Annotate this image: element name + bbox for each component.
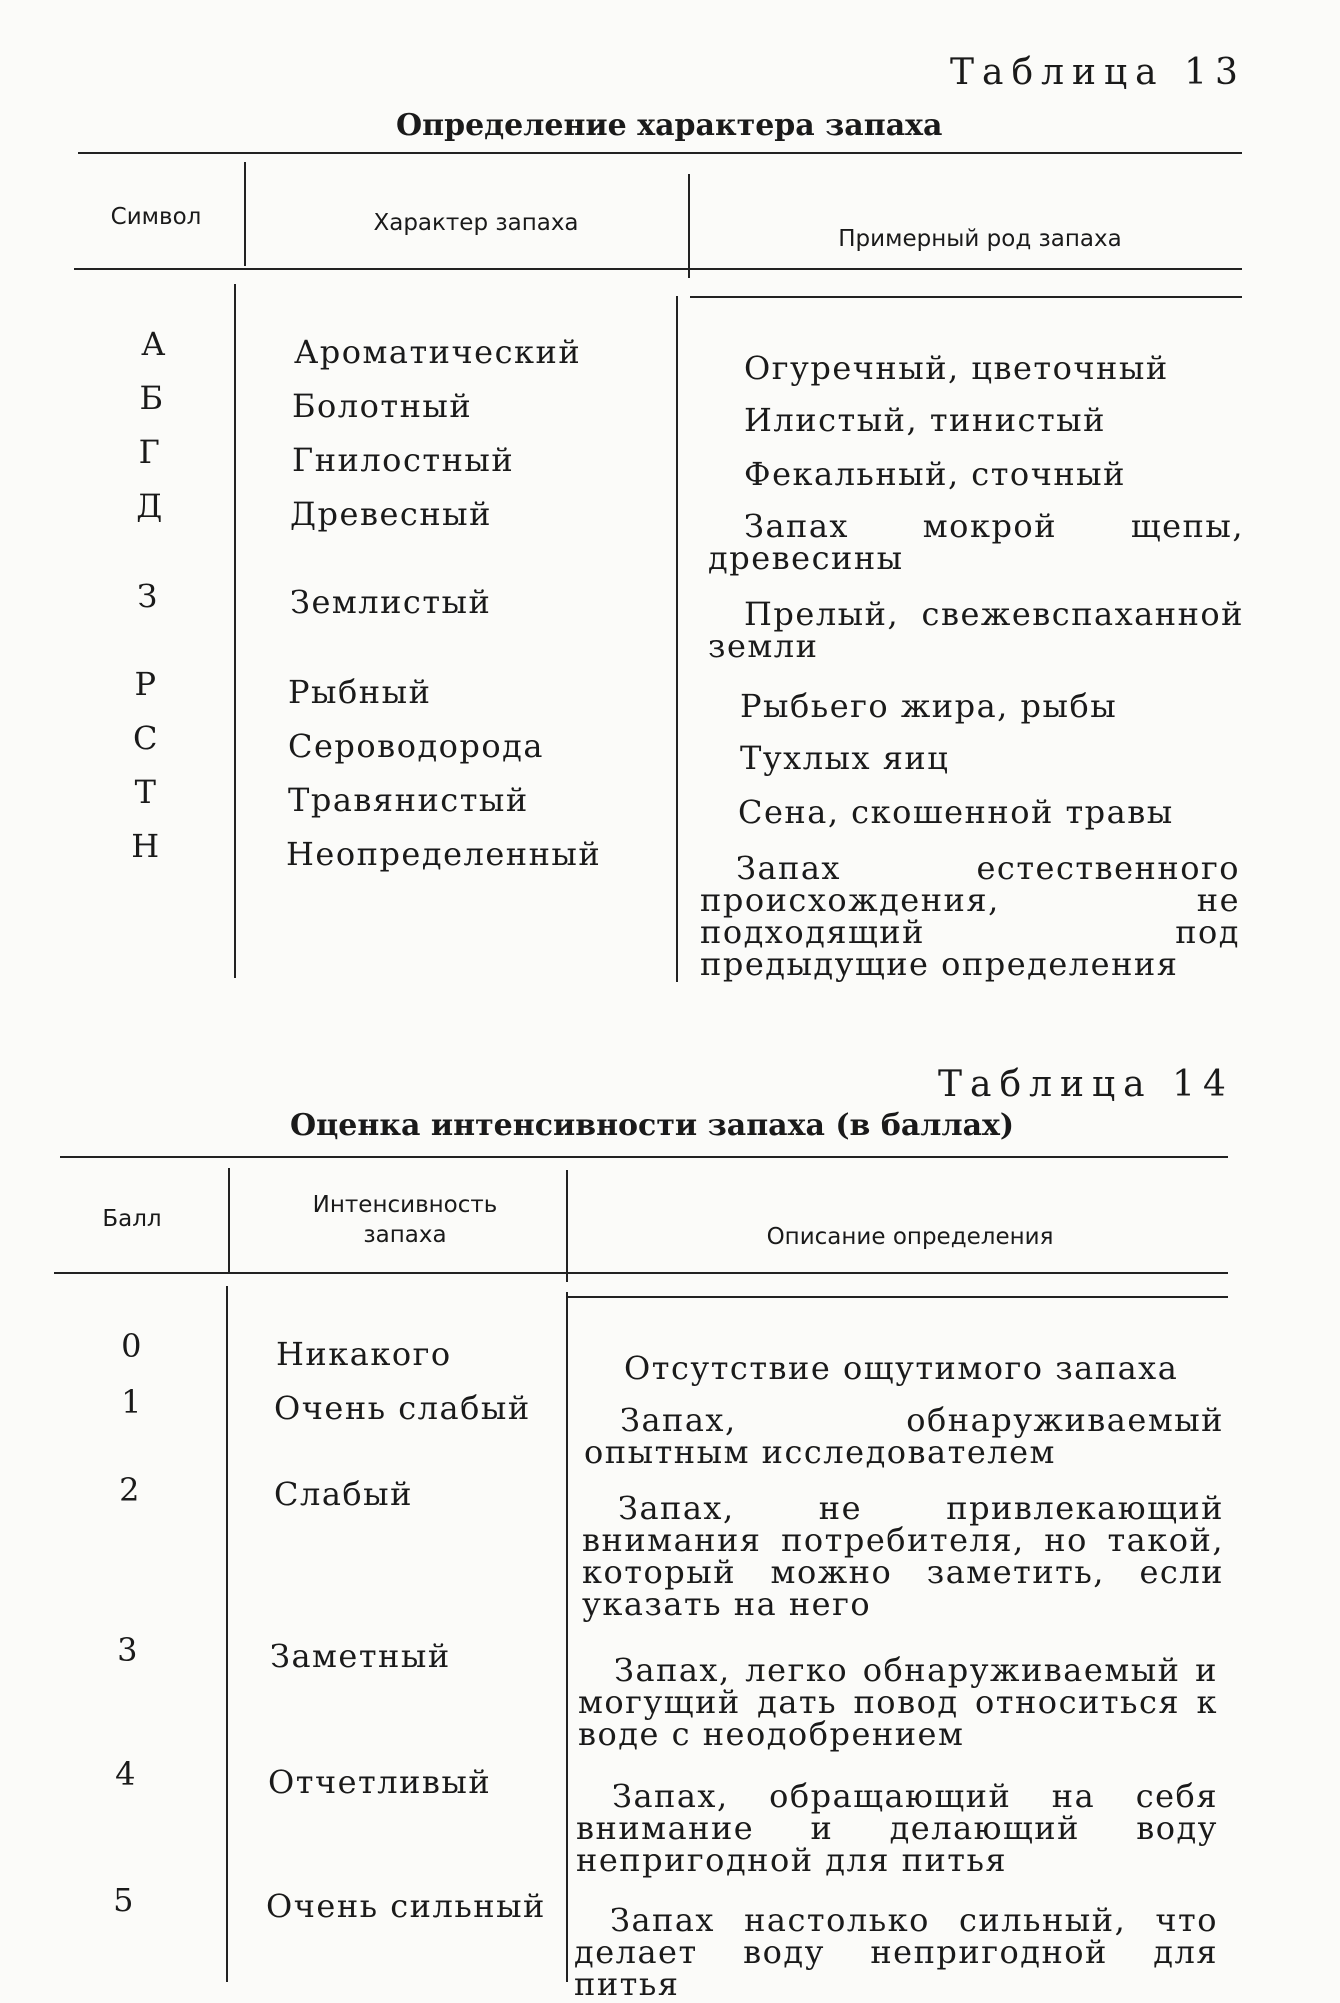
table-row: Т	[134, 773, 158, 811]
table-row: Сена, скошенной травы	[738, 793, 1174, 831]
table-row: Запах естественного происхождения, не подходящий под предыдущие определения	[700, 849, 1240, 983]
table-row: 5	[113, 1881, 135, 1919]
table-row: 1	[121, 1383, 143, 1421]
table14-header-intensity: Интенсивность запаха	[312, 1192, 498, 1248]
table-row: 4	[115, 1755, 137, 1793]
table-row: Сероводорода	[288, 727, 544, 765]
table13-header-kind: Примерный род запаха	[838, 226, 1122, 252]
table-row: Гнилостный	[292, 441, 515, 479]
table-row: Древесный	[290, 495, 492, 533]
table-row: Рыбьего жира, рыбы	[740, 687, 1118, 725]
table13-header-character: Характер запаха	[373, 210, 579, 236]
table-row: Запах мокрой щепы, древесины	[708, 507, 1244, 577]
table-row: Отсутствие ощутимого запаха	[624, 1349, 1179, 1387]
table-row: А	[141, 325, 167, 363]
table-row: Б	[139, 379, 165, 417]
table13-number: Таблица 13	[950, 52, 1246, 93]
table-row: 3	[117, 1631, 139, 1669]
table-row: Неопределенный	[286, 835, 602, 873]
table-row: З	[137, 577, 159, 615]
table-row: Слабый	[274, 1475, 413, 1513]
table-row: Очень слабый	[274, 1389, 531, 1427]
table-row: Р	[134, 665, 158, 703]
table-row: Очень сильный	[266, 1887, 546, 1925]
table-row: Отчетливый	[268, 1763, 492, 1801]
table-row: Илистый, тинистый	[744, 401, 1106, 439]
table-row: Тухлых яиц	[740, 739, 950, 777]
table-row: Запах, обращающий на себя внимание и делающий воду непригодной для питья	[576, 1777, 1218, 1879]
table-row: Заметный	[270, 1637, 451, 1675]
table-row: Запах настолько сильный, что делает воду непригодной для питья	[574, 1901, 1218, 2003]
table-row: Запах, легко обнаруживаемый и могущий дать повод относиться к воде с неодобрением	[578, 1651, 1218, 1753]
table14-header-score: Балл	[102, 1206, 162, 1232]
table-row: Н	[131, 827, 161, 865]
table-row: Землистый	[290, 583, 492, 621]
table-row: Г	[138, 433, 162, 471]
table-row: Болотный	[292, 387, 473, 425]
table-row: Запах, не привлекающий внимания потребителя, но такой, который можно заметить, если указать на него	[582, 1489, 1224, 1623]
table-row: Фекальный, сточный	[744, 455, 1126, 493]
table-row: Д	[136, 487, 164, 525]
table13-title: Определение характера запаха	[396, 108, 943, 143]
table-row: С	[133, 719, 159, 757]
table-row: Никакого	[276, 1335, 452, 1373]
table-row: 2	[119, 1471, 141, 1509]
table14-header-description: Описание определения	[766, 1224, 1054, 1250]
table-row: Прелый, свежевспаханной земли	[708, 595, 1244, 665]
table-row: Огуречный, цветочный	[744, 349, 1169, 387]
table13-header-symbol: Символ	[110, 204, 202, 230]
table-row: 0	[121, 1327, 143, 1365]
table-row: Ароматический	[294, 333, 582, 371]
table-row: Травянистый	[288, 781, 529, 819]
table14-number: Таблица 14	[938, 1064, 1234, 1105]
table14-title: Оценка интенсивности запаха (в баллах)	[290, 1108, 1015, 1143]
table-row: Рыбный	[288, 673, 432, 711]
table-row: Запах, обнаруживаемый опытным исследователем	[584, 1401, 1224, 1471]
